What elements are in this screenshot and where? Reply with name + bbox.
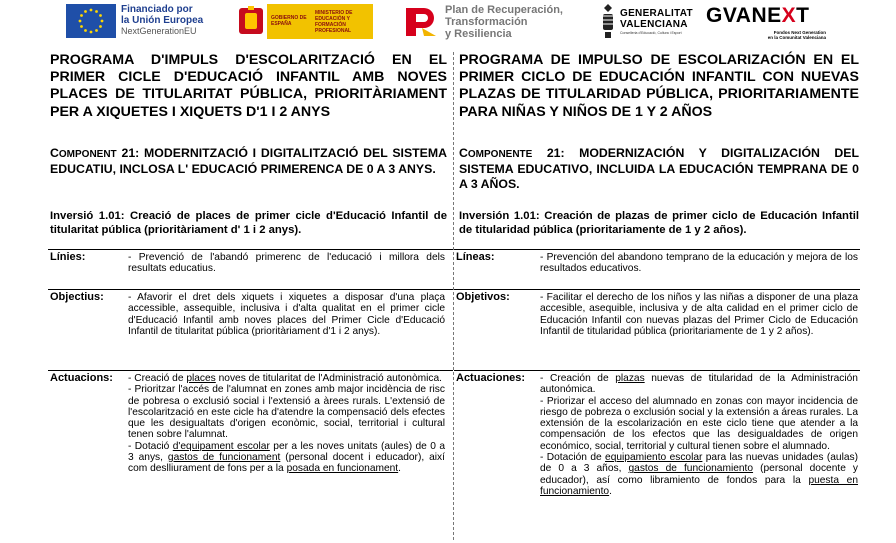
component-initial: C — [50, 146, 59, 160]
gvanext-x: X — [781, 4, 797, 27]
action-1-underlined: places — [186, 373, 216, 384]
action-3-part-b: per a les noves unitats (aules) de 0 a 3 anys, — [128, 440, 445, 464]
component-heading — [50, 146, 447, 177]
eu-funding-text — [121, 4, 203, 37]
gobierno-label: GOBIERNO DE ESPAÑA — [271, 15, 307, 27]
action-item-1 — [128, 373, 445, 384]
action-item-3 — [540, 452, 858, 497]
objectives-text: - Facilitar el derecho de los niños y las niñas a disponer de una plaza accesible, asequible, inclusiva y de alta calidad en el primer ciclo de Educación Infantil con nuevas plazas del Primer Ciclo de Educación Infantil de titularidad pública (prioritariamente de 1 y 2 años). — [540, 292, 858, 337]
bilingual-document — [48, 52, 860, 540]
gvanext-tagline-1: Fondos Next Generation — [773, 30, 826, 35]
gva-line-1: GENERALITAT — [620, 8, 693, 19]
eu-flag-icon — [66, 4, 116, 38]
action-1-prefix: - Creación de — [540, 373, 616, 384]
eu-line-3: NextGenerationEU — [121, 26, 197, 36]
generalitat-text — [620, 8, 693, 30]
gvanext-pre: GVANE — [706, 4, 782, 27]
action-3-underlined-3: posada en funcionament — [286, 463, 399, 475]
lines-text: - Prevención del abandono temprano de la educación y mejora de los resultados educativos. — [540, 252, 858, 275]
objectives-label: Objectius: — [50, 291, 104, 303]
action-3-part-a: - Dotación de — [540, 452, 606, 464]
generalitat-emblem-icon — [600, 2, 616, 40]
action-1-suffix: noves de titularitat de l'Administració autonòmica. — [215, 373, 442, 384]
spain-coat-of-arms-icon — [237, 5, 265, 37]
action-3-underlined-2: gastos de funcionament — [167, 452, 281, 464]
lines-row — [48, 249, 453, 287]
eu-funding-logo — [66, 2, 231, 40]
eu-line-1: Financiado por — [121, 4, 193, 15]
gvanext-post: T — [796, 4, 810, 27]
component-heading — [459, 146, 859, 193]
prtr-text — [445, 4, 563, 40]
action-1-prefix: - Creació de — [128, 373, 187, 384]
gva-line-2: VALENCIANA — [620, 19, 688, 30]
gobierno-band — [267, 4, 373, 39]
actions-label: Actuacions: — [50, 372, 113, 384]
action-1-underlined: plazas — [615, 373, 645, 384]
eu-line-2: la Unión Europea — [121, 15, 204, 26]
prtr-mark-icon — [402, 4, 440, 38]
objectives-label: Objetivos: — [456, 291, 510, 303]
lines-text: - Prevenció de l'abandó primerenc de l'educació i millora dels resultats educatius. — [128, 252, 445, 275]
action-3-part-c: (personal docente y educador), así como libramiento de fondos para la — [540, 463, 859, 486]
action-3-part-c: (personal docent i educador), així com deslliurament de fons per a la — [128, 452, 445, 475]
ministerio-label: MINISTERIO DE EDUCACIÓN Y FORMACIÓN PROFESIONAL — [315, 10, 353, 34]
actions-text — [128, 373, 445, 475]
action-1-suffix: nuevas de titularidad de la Administración autonómica. — [540, 373, 858, 396]
action-item-3 — [128, 441, 445, 475]
gobierno-logo — [237, 2, 377, 40]
prtr-logo — [402, 2, 572, 40]
objectives-row — [454, 289, 860, 369]
logo-header — [0, 0, 896, 44]
actions-label: Actuaciones: — [456, 372, 526, 384]
gvanext-wordmark — [706, 4, 809, 28]
component-text: 21: MODERNITZACIÓ I DIGITALITZACIÓ DEL SISTEMA EDUCATIU, INCLOSA L' EDUCACIÓ PRIMERENCA DE 0 A 3 ANYS. — [50, 146, 447, 177]
action-item-1 — [540, 373, 858, 396]
lines-label: Líneas: — [456, 251, 495, 263]
actions-row — [454, 370, 860, 540]
actions-text — [540, 373, 858, 497]
action-3-underlined-2: gastos de funcionamiento — [628, 463, 754, 475]
component-smallcaps: OMPONENT — [58, 149, 117, 160]
action-3-underlined-1: d'equipament escolar — [172, 440, 270, 452]
gva-conselleria-text: Conselleria d'Educació, Cultura i Esport — [620, 31, 682, 35]
spanish-column — [454, 52, 860, 540]
program-title: PROGRAMA DE IMPULSO DE ESCOLARIZACIÓN EN EL PRIMER CICLO DE EDUCACIÓN INFANTIL CON NUEVAS PLAZAS DE TITULARIDAD PÚBLICA, PRIORITARIAMENTE PARA NIÑAS Y NIÑOS DE 1 Y 2 AÑOS — [459, 52, 859, 120]
investment-heading: Inversió 1.01: Creació de places de primer cicle d'Educació Infantil de titularitat pública (prioritàriament d' 1 i 2 anys). — [50, 210, 447, 236]
objectives-text: - Afavorir el dret dels xiquets i xiquetes a disposar d'una plaça accessible, assequible, inclusiva i d'alta qualitat en el primer cicle d'Educació Infantil amb noves places del Primer Cicle d'Educació Infantil de titularitat pública (prioritàriament d'1 i 2 anys). — [128, 292, 445, 337]
prtr-line-1: Plan de Recuperación, — [445, 4, 563, 16]
gvanext-tagline — [756, 30, 826, 40]
component-smallcaps: OMPONENTE — [467, 149, 533, 160]
action-3-underlined-3: puesta en funcionamiento — [540, 474, 859, 497]
action-3-part-a: - Dotació — [128, 440, 173, 452]
action-3-part-d: . — [609, 485, 612, 497]
component-initial: C — [459, 146, 468, 160]
action-3-part-d: . — [398, 463, 401, 475]
action-item-2: - Priorizar el acceso del alumnado en zonas con mayor incidencia de riesgo de pobreza o exclusión social y la extensión a áreas rurales. La extensión de la escolarización en este ciclo tiene que atender a la compensación de los efectos que las desigualdades de origen económico, social, territorial y cultural tienen sobre el alumnado. — [540, 395, 858, 452]
prtr-line-3: y Resiliencia — [445, 28, 512, 40]
prtr-line-2: Transformación — [445, 16, 528, 28]
action-3-underlined-1: equipamiento escolar — [605, 452, 703, 464]
generalitat-logo — [600, 2, 700, 40]
lines-label: Línies: — [50, 251, 86, 263]
actions-row — [48, 370, 453, 540]
lines-row — [454, 249, 860, 287]
objectives-row — [48, 289, 453, 369]
investment-heading: Inversión 1.01: Creación de plazas de primer ciclo de Educación Infantil de titularidad pública (prioritariamente de 1 y 2 años). — [459, 210, 859, 236]
component-text: 21: MODERNIZACIÓN Y DIGITALIZACIÓN DEL SISTEMA EDUCATIVO, INCLUIDA LA EDUCACIÓN TEMPRANA DE 0 A 3 AÑOS. — [459, 146, 859, 192]
gvanext-tagline-2: en la Comunitat Valenciana — [767, 35, 826, 40]
action-3-part-b: para las nuevas unidades (aulas) de 0 a 3 años, — [540, 452, 858, 475]
gvanext-logo — [706, 2, 830, 40]
action-item-2: - Prioritzar l'accés de l'alumnat en zones amb major incidència de risc de pobresa o exclusió social i l'extensió a àrees rurals. L'extensió de l'escolarització en este cicle ha d'atendre la compensació dels efectes que les desigualtats d'origen econòmic, social, territorial i cultural tenen sobre l'alumnat. — [128, 384, 445, 441]
program-title: PROGRAMA D'IMPULS D'ESCOLARITZACIÓ EN EL PRIMER CICLE D'EDUCACIÓ INFANTIL AMB NOVES PLACES DE TITULARITAT PÚBLICA, PRIORITÀRIAMENT PER A XIQUETES I XIQUETS D'1 I 2 ANYS — [50, 52, 447, 120]
valencian-column — [48, 52, 454, 540]
